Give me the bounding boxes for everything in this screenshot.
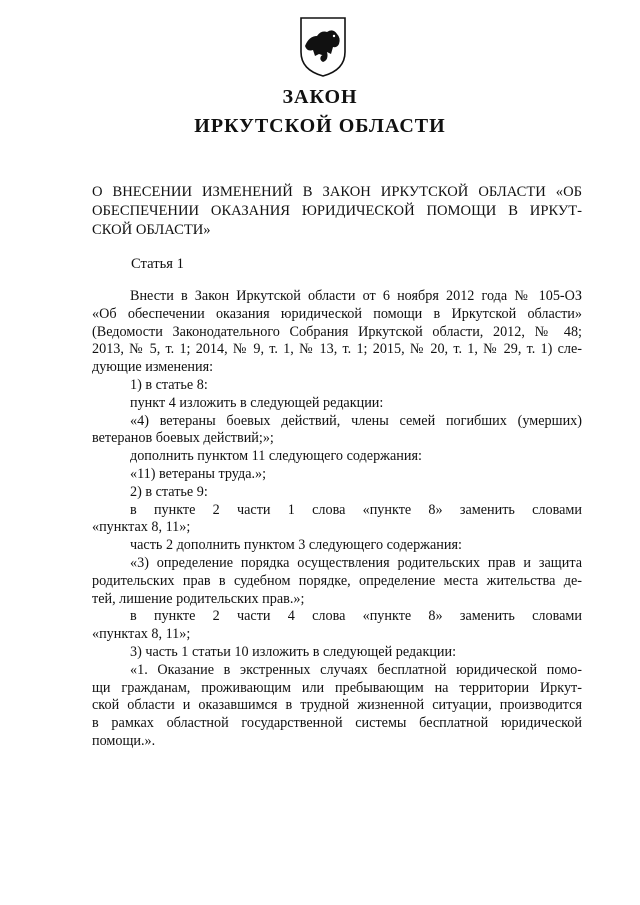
coat-of-arms-emblem: [297, 14, 349, 78]
body-line: пункт 4 изложить в следующей редакции:: [130, 394, 384, 411]
body-line: «пунктах 8, 11»;: [92, 626, 191, 643]
body-line: в рамках областной государственной системы бесплатной юридической: [92, 715, 582, 732]
body-line: «3) определение порядка осуществления родительских прав и защита: [130, 554, 582, 571]
body-line: родительских прав в судебном порядке, определение места жительства де-: [92, 572, 582, 589]
body-line: «4) ветераны боевых действий, члены семей погибших (умерших): [130, 412, 582, 429]
law-title: [92, 183, 582, 240]
body-line: тей, лишение родительских прав.»;: [92, 590, 305, 607]
body-line: помощи.».: [92, 732, 156, 749]
body-line: «11) ветераны труда.»;: [130, 465, 267, 482]
body-line: 3) часть 1 статьи 10 изложить в следующей редакции:: [130, 643, 457, 660]
body-line: в пункте 2 части 4 слова «пункте 8» заменить словами: [130, 608, 582, 625]
body-line: часть 2 дополнить пунктом 3 следующего содержания:: [130, 537, 462, 554]
title-line: СКОЙ ОБЛАСТИ»: [92, 222, 211, 238]
body-line: Внести в Закон Иркутской области от 6 ноября 2012 года № 105-ОЗ: [130, 288, 582, 304]
title-line: О ВНЕСЕНИИ ИЗМЕНЕНИЙ В ЗАКОН ИРКУТСКОЙ ОБЛАСТИ «ОБ: [92, 184, 582, 200]
body-line: в пункте 2 части 1 слова «пункте 8» заменить словами: [130, 501, 582, 518]
body-line: ской области и оказавшимся в трудной жизненной ситуации, производится: [92, 697, 582, 714]
region-heading: ИРКУТСКОЙ ОБЛАСТИ: [194, 115, 446, 137]
document-type-heading: ЗАКОН: [282, 86, 358, 108]
body-line: «Об обеспечении оказания юридической помощи в Иркутской области»: [92, 305, 582, 322]
body-line: дующие изменения:: [92, 359, 214, 376]
title-line: ОБЕСПЕЧЕНИИ ОКАЗАНИЯ ЮРИДИЧЕСКОЙ ПОМОЩИ В ИРКУТ-: [92, 203, 582, 219]
body-line: 2013, № 5, т. 1; 2014, № 9, т. 1, № 13, т. 1; 2015, № 20, т. 1, № 29, т. 1) сле-: [92, 341, 582, 358]
body-line: дополнить пунктом 11 следующего содержания:: [130, 448, 422, 465]
body-line: ветеранов боевых действий;»;: [92, 430, 274, 447]
body-line: 2) в статье 9:: [130, 483, 208, 500]
body-line: (Ведомости Законодательного Собрания Иркутской области, 2012, № 48;: [92, 323, 582, 340]
body-line: 1) в статье 8:: [130, 376, 208, 393]
body-line: «пунктах 8, 11»;: [92, 519, 191, 536]
article-heading: Статья 1: [131, 256, 184, 272]
body-line: «1. Оказание в экстренных случаях бесплатной юридической помо-: [130, 661, 582, 678]
article-body: [92, 288, 582, 751]
body-line: щи гражданам, проживающим или пребывающим на территории Иркут-: [92, 679, 582, 696]
